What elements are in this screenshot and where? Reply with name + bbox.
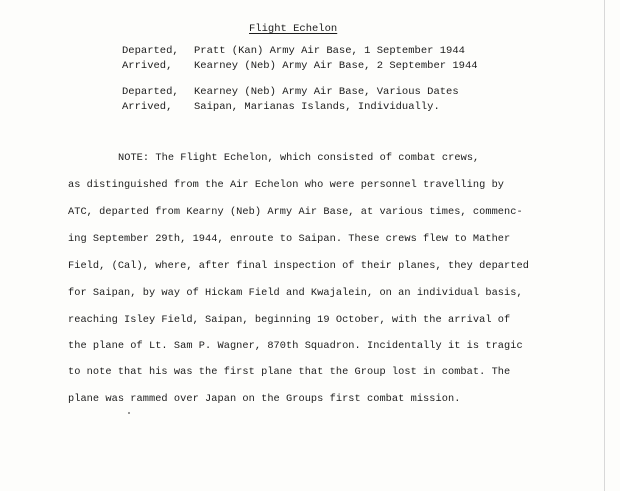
itinerary-row: [122, 102, 440, 113]
note-line: ATC, departed from Kearny (Neb) Army Air Base, at various times, commenc-: [68, 206, 523, 218]
itinerary-text: Saipan, Marianas Islands, Individually.: [194, 101, 440, 113]
itinerary-label: Departed,: [122, 45, 179, 57]
note-line: reaching Isley Field, Saipan, beginning 19 October, with the arrival of: [68, 314, 511, 326]
itinerary-label: Arrived,: [122, 60, 173, 72]
itinerary-text: Kearney (Neb) Army Air Base, 2 September 1944: [194, 60, 478, 72]
itinerary-row: [122, 61, 478, 72]
itinerary-label: Arrived,: [122, 101, 173, 113]
itinerary-row: [122, 87, 459, 98]
itinerary-label: Departed,: [122, 86, 179, 98]
itinerary-text: Pratt (Kan) Army Air Base, 1 September 1944: [194, 45, 465, 57]
page-edge: [604, 0, 605, 491]
note-line: plane was rammed over Japan on the Groups first combat mission.: [68, 393, 461, 405]
document-title: Flight Echelon: [249, 23, 338, 35]
itinerary-text: Kearney (Neb) Army Air Base, Various Dates: [194, 86, 459, 98]
note-line: to note that his was the first plane that the Group lost in combat. The: [68, 366, 511, 378]
note-line: NOTE: The Flight Echelon, which consisted of combat crews,: [118, 152, 480, 164]
note-line: ing September 29th, 1944, enroute to Saipan. These crews flew to Mather: [68, 233, 511, 245]
note-line: the plane of Lt. Sam P. Wagner, 870th Squadron. Incidentally it is tragic: [68, 340, 523, 352]
note-line: as distinguished from the Air Echelon who were personnel travelling by: [68, 179, 505, 191]
stray-mark: [128, 412, 130, 414]
itinerary-row: [122, 46, 465, 57]
note-line: for Saipan, by way of Hickam Field and Kwajalein, on an individual basis,: [68, 287, 523, 299]
note-line: Field, (Cal), where, after final inspection of their planes, they departed: [68, 260, 529, 272]
